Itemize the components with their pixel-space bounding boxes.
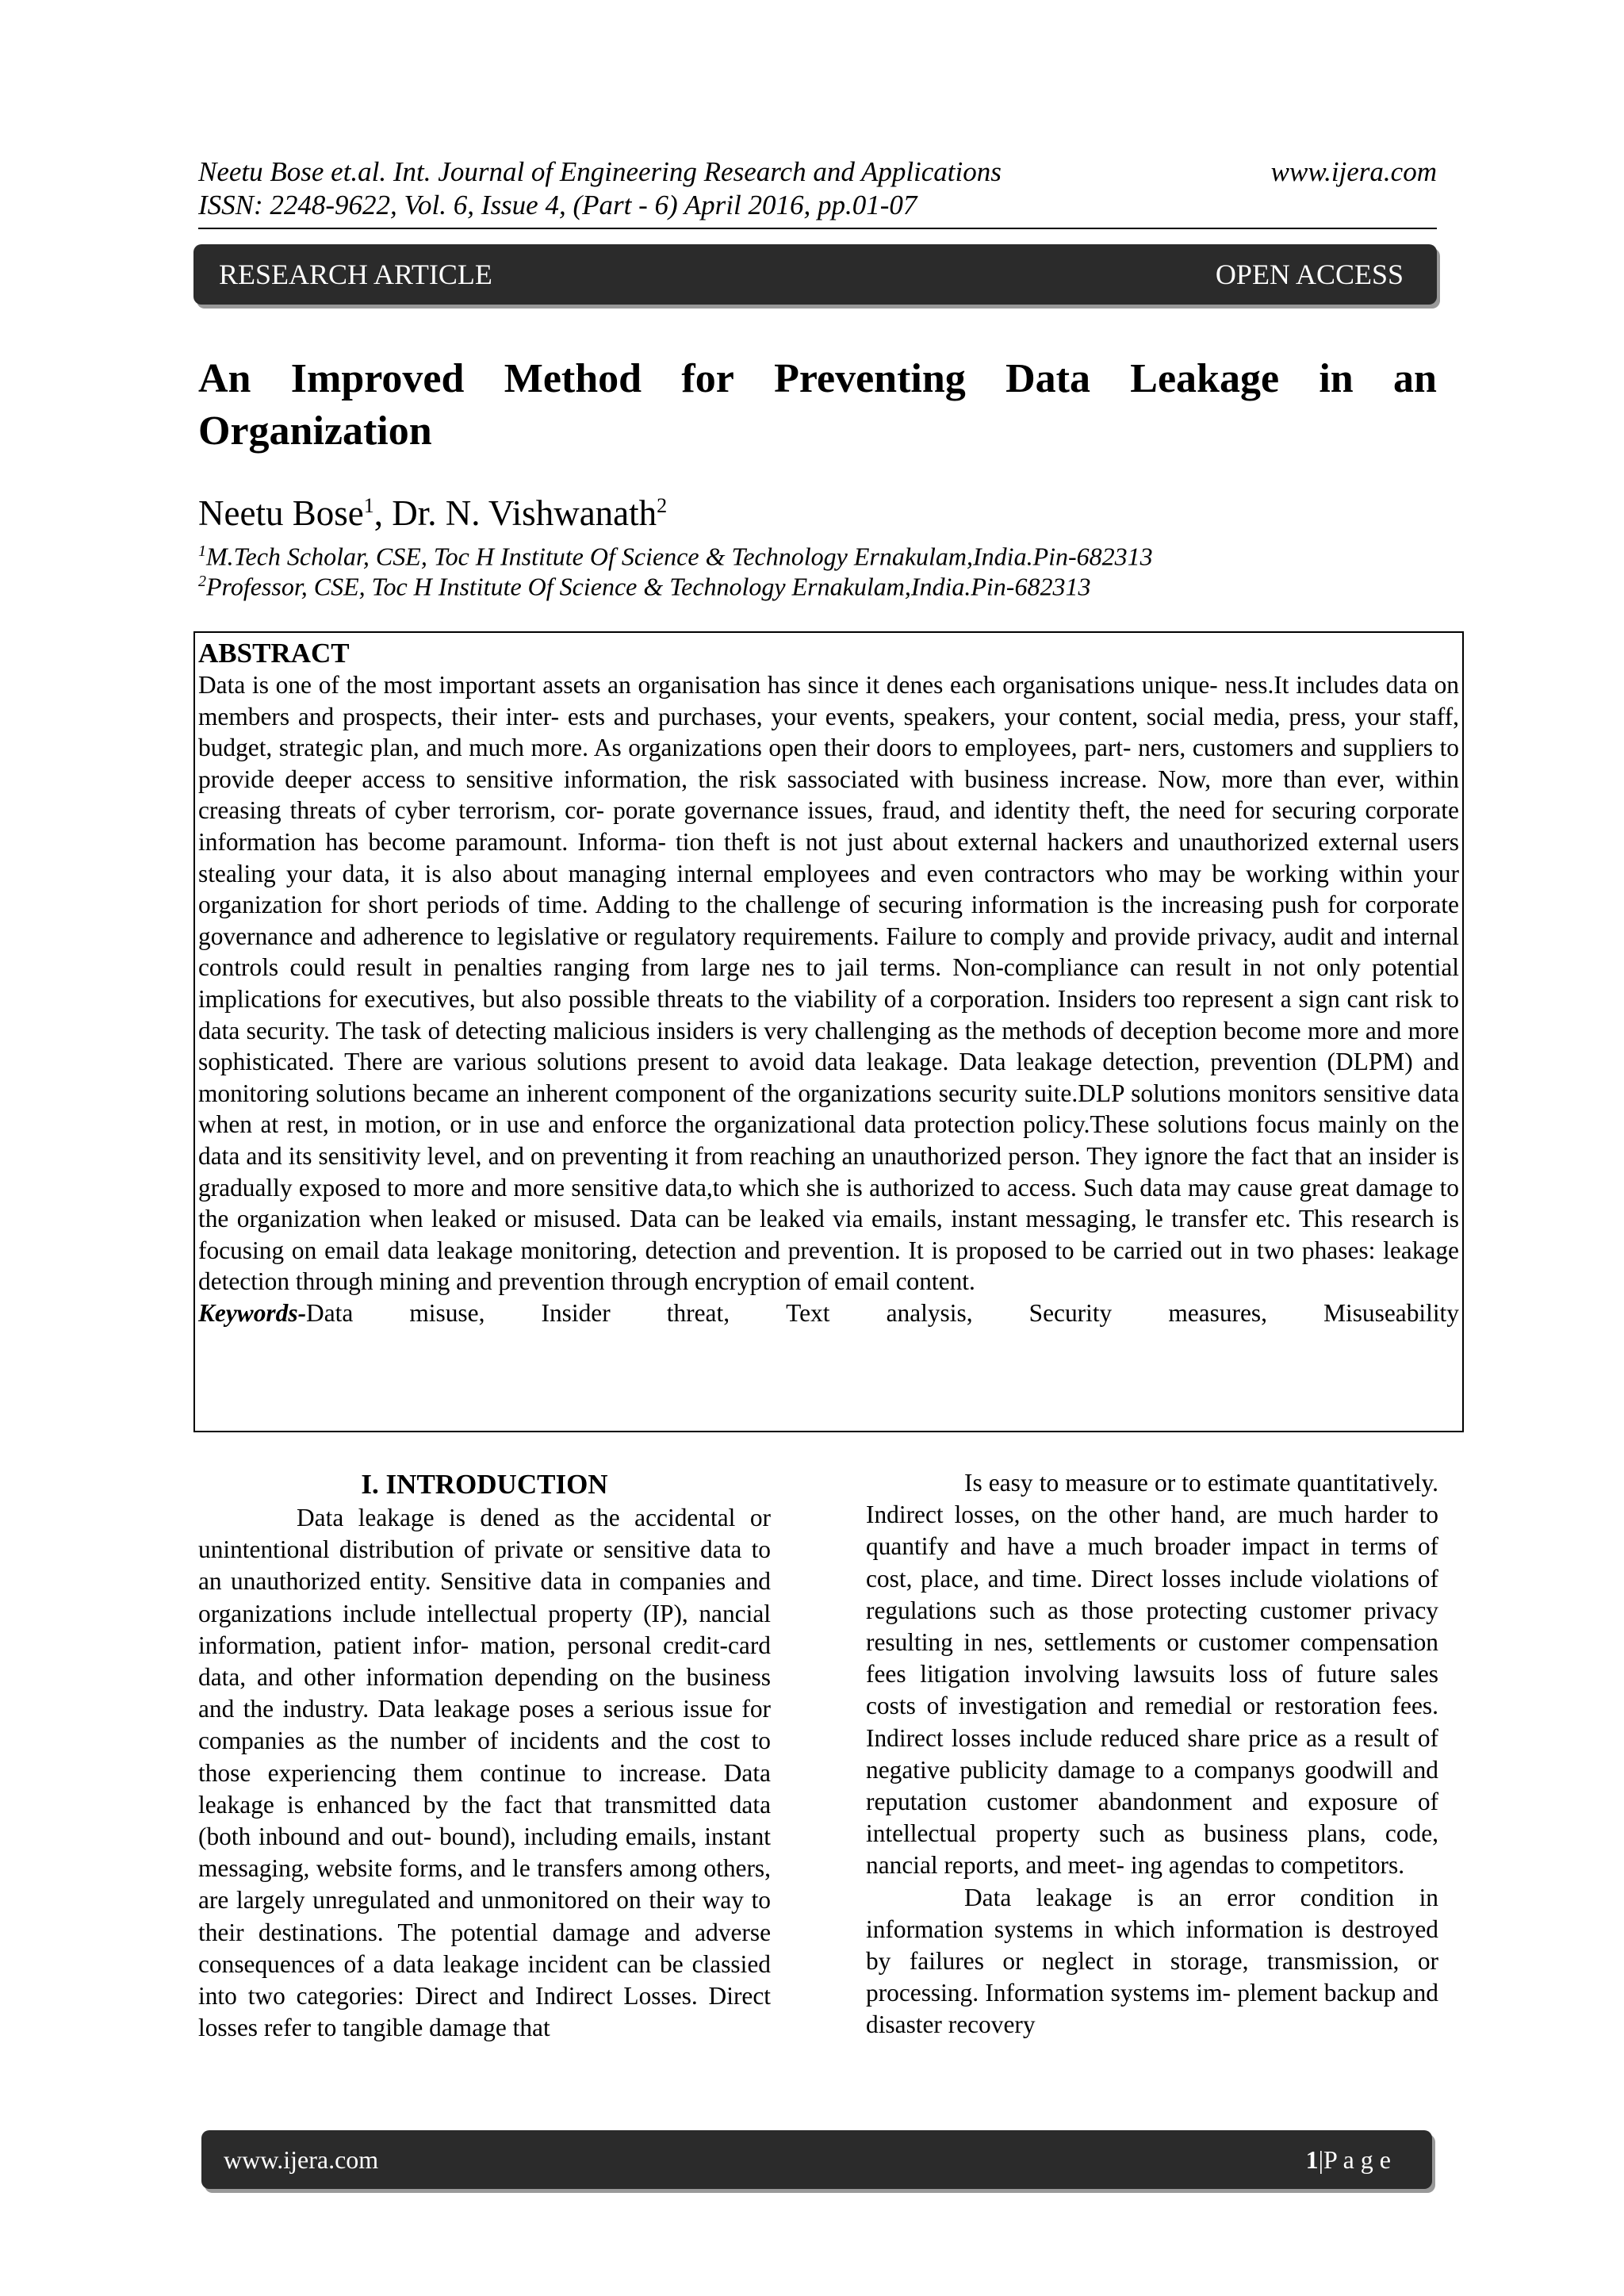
keyword-word: measures,	[1168, 1298, 1267, 1327]
keyword-word: Data	[306, 1298, 354, 1327]
title-word: An	[198, 356, 251, 401]
author-affil-sup: 1	[363, 494, 374, 517]
paragraph: Data leakage is dened as the accidental or unintentional distribution of private or sensitive data to an unauthorized entity. Sensitive data in companies and organizations include intellectual property (IP), nancial information, patient infor- mation, personal credit-card data, and other information depending on the business and the industry. Data leakage poses a serious issue for companies as the number of incidents and the cost to those experiencing them continue to increase. Data leakage is enhanced by the fact that transmitted data (both inbound and out- bound), including emails, instant messaging, website forms, and le transfers among others, are largely unregulated and unmonitored on their way to their destinations. The potential damage and adverse consequences of a data leakage incident can be classied into two categories: Direct and Indirect Losses. Direct losses refer to tangible damage that	[198, 1504, 771, 2042]
title-word: for	[681, 356, 734, 401]
title-word: Method	[504, 356, 642, 401]
keywords-first	[198, 1297, 353, 1329]
footer-website[interactable]: www.ijera.com	[224, 2145, 379, 2174]
running-header	[198, 155, 1437, 222]
affiliation	[198, 566, 1437, 602]
article-type-banner	[193, 244, 1437, 305]
title-word: in	[1319, 356, 1354, 401]
keywords-line	[198, 1297, 1459, 1329]
page-number	[1306, 2145, 1391, 2175]
author-name: Dr. N. Vishwanath	[392, 493, 657, 533]
research-article-label: RESEARCH ARTICLE	[219, 259, 492, 290]
abstract-body: Data is one of the most important assets an organisation has since it denes each organisations unique- ness.It includes data on members and prospects, their inter- ests and purchases, your events, speakers, your content, social media, press, your staff, budget, strategic plan, and much more. As organizations open their doors to employees, part- ners, customers and suppliers to provide deeper access to sensitive information, the risk sassociated with business increase. Now, more than ever, within creasing threats of cyber terrorism, cor- porate governance issues, fraud, and identity theft, the need for securing corporate information has become paramount. Informa- tion theft is not just about external hackers and unauthorized external users stealing your data, it is also about managing internal employees and even contractors who may be working within your organization for short periods of time. Adding to the challenge of securing information is the increasing push for corporate governance and adherence to legislative or regulatory requirements. Failure to comply and provide privacy, audit and internal controls could result in penalties ranging from large nes to jail terms. Non-compliance can result in not only potential implications for executives, but also possible threats to the viability of a corporation. Insiders too represent a sign cant risk to data security. The task of detecting malicious insiders is very challenging as the methods of deception become more and more sophisticated. There are various solutions present to avoid data leakage. Data leakage detection, prevention (DLPM) and monitoring solutions became an inherent component of the organizations security suite.DLP solutions monitors sensitive data when at rest, in motion, or in use and enforce the organizational data protection policy.These solutions focus mainly on the data and its sensitivity level, and on preventing it from reaching an unauthorized person. They ignore the fact that an insider is gradually exposed to more and more sensitive data,to which she is authorized to access. Such data may cause great damage to the organization when leaked or misused. Data can be leaked via emails, instant messaging, le transfer etc. This research is focusing on email data leakage monitoring, detection and prevention. It is proposed to be carried out in two phases: leakage detection through mining and prevention through encryption of email content.	[198, 671, 1459, 1296]
title-word: Improved	[290, 356, 465, 401]
header-rule	[198, 228, 1437, 229]
keyword-word: Text	[786, 1298, 830, 1327]
keywords-label: Keywords-	[198, 1298, 307, 1327]
journal-citation: Neetu Bose et.al. Int. Journal of Engineering Research and Applications	[198, 156, 1002, 187]
page-label: |P a g e	[1318, 2145, 1391, 2174]
affiliation-text: Professor, CSE, Toc H Institute Of Science & Technology Ernakulam,India.Pin-682313	[206, 572, 1091, 601]
keyword-word: analysis,	[886, 1298, 973, 1327]
title-word: Leakage	[1130, 356, 1280, 401]
section-heading: I. INTRODUCTION	[361, 1469, 608, 1500]
affiliation-sup: 1	[198, 542, 206, 560]
right-column	[866, 1467, 1438, 2041]
author-separator: ,	[373, 493, 393, 533]
issn-line: ISSN: 2248-9622, Vol. 6, Issue 4, (Part - 6) April 2016, pp.01-07	[198, 190, 917, 220]
keyword-word: Security	[1028, 1298, 1113, 1327]
keyword-word: misuse,	[409, 1298, 485, 1327]
author-name: Neetu Bose	[198, 493, 364, 533]
title-word: an	[1393, 356, 1437, 401]
page-num: 1	[1305, 2145, 1319, 2174]
keyword-word: Misuseability	[1323, 1298, 1459, 1327]
affiliation-sup: 2	[198, 573, 206, 590]
left-column	[198, 1469, 771, 2044]
open-access-label: OPEN ACCESS	[1215, 259, 1404, 290]
keyword-word: threat,	[666, 1298, 730, 1327]
paragraph: Data leakage is an error condition in information systems in which information is destroyed by failures or neglect in storage, transmission, or processing. Information systems im- plement backup and disaster recovery	[866, 1883, 1438, 2039]
title-line-1	[198, 353, 1437, 405]
paragraph: Is easy to measure or to estimate quantitatively. Indirect losses, on the other hand, are much harder to quantify and have a much broader impact in terms of cost, place, and time. Direct losses include violations of regulations such as those protecting customer privacy resulting in nes, settlements or customer compensation fees litigation involving lawsuits loss of future sales costs of investigation and remedial or restoration fees. Indirect losses include reduced share price as a result of negative publicity damage to a companys goodwill and reputation customer abandonment and exposure of intellectual property such as business plans, code, nancial reports, and meet- ing agendas to competitors.	[866, 1469, 1438, 1880]
paper-title	[198, 353, 1437, 458]
author-affil-sup: 2	[657, 494, 668, 517]
journal-website[interactable]: www.ijera.com	[1270, 156, 1437, 187]
keyword-word: Insider	[541, 1298, 611, 1327]
title-word: Preventing	[774, 356, 966, 401]
author-list	[198, 484, 667, 535]
title-word: Data	[1005, 356, 1090, 401]
title-line-2: Organization	[198, 408, 432, 454]
abstract-box	[193, 631, 1464, 1432]
page-footer	[201, 2130, 1432, 2189]
abstract-heading: ABSTRACT	[198, 638, 350, 669]
affiliation-text: M.Tech Scholar, CSE, Toc H Institute Of Science & Technology Ernakulam,India.Pin-682313	[206, 542, 1153, 571]
